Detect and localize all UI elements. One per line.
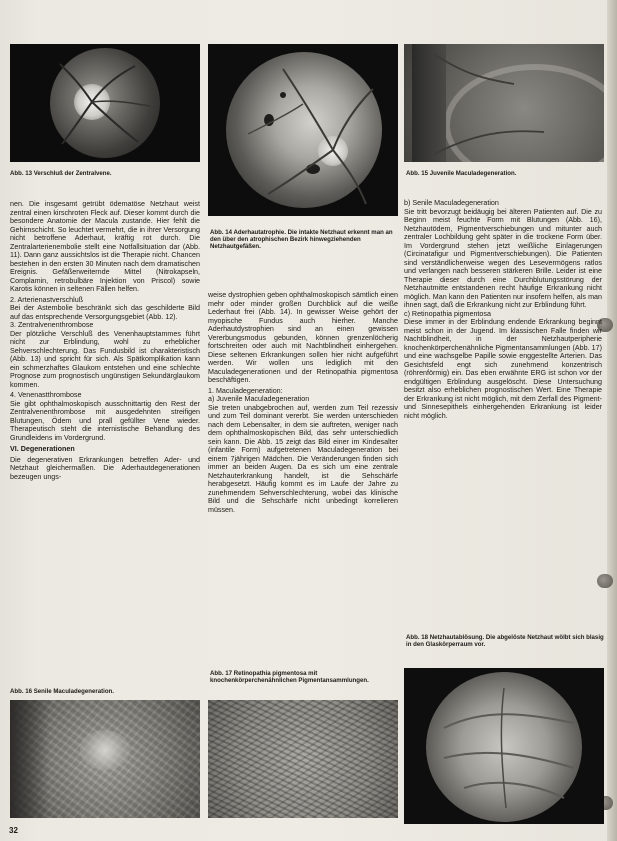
section-heading: 3. Zentralvenenthrombose xyxy=(10,321,94,329)
figure-16-caption: Abb. 16 Senile Maculadegeneration. xyxy=(10,688,114,695)
figure-17-image xyxy=(208,700,398,818)
paragraph: Sie gibt ophthalmoskopisch ausschnittartig den Rest der Zentralvenenthrombose mit ausgedehnten streifigen Blutungen, Ödem und prall gefüllter Vene wieder. Therapeutisch steht die internistische Behandlung des Grundleidens im Vordergrund. xyxy=(10,399,200,442)
subsection-heading: b) Senile Maculadegeneration xyxy=(404,199,499,207)
paragraph: Diese immer in der Erblindung endende Erkrankung beginnt meist schon in der Jugend. Im klassischen Falle finden wir Nachtblindheit, in der Netzhautperipherie knochenkörperchenähnliche Pigmentansammlungen (Abb. 17) und eine wachsgelbe Papille sowie enggestellte Arterien. Das Gesichtsfeld engt sich zunehmend konzentrisch (röhrenförmig) ein. Das eben erwähnte ERG ist schon vor der endgültigen Erblindung ausgelöscht. Diese Untersuchung besitzt also erheblichen prognostischen Wert. Eine Therapie der Erkrankung ist nicht möglich, mit dem Zerfall des Pigment- und Sinnesepithels einhergehenden Erkrankung ist leider nicht möglich. xyxy=(404,318,602,420)
text-column-3 xyxy=(404,199,602,420)
section-heading: 2. Arterienastverschluß xyxy=(10,295,84,304)
book-spine xyxy=(607,0,617,841)
figure-17-caption: Abb. 17 Retinopathia pigmentosa mit knochenkörperchenähnlichen Pigmentansammlungen. xyxy=(210,670,369,684)
paragraph: Die degenerativen Erkrankungen betreffen Ader- und Netzhaut gleichermaßen. Die Aderhautdegenerationen bezeugen ungs- xyxy=(10,455,200,481)
figure-14-image xyxy=(208,44,398,216)
paragraph: Der plötzliche Verschluß des Venenhauptstammes führt nicht zur Erblindung, wohl zu erheblicher Sehverschlechterung. Das Fundusbild ist charakteristisch (Abb. 13) und spricht für sich. Als Spätkomplikation kann ein schmerzhaftes Glaukom entstehen und eine schlechte Prognose zum prognostisch ungünstigen Sekundärglaukom kommen. xyxy=(10,329,200,389)
figure-15-image xyxy=(404,44,604,162)
section-heading: 1. Maculadegeneration: xyxy=(208,386,283,395)
figure-18-caption: Abb. 18 Netzhautablösung. Die abgelöste Netzhaut wölbt sich blasig in den Glaskörperraum vor. xyxy=(406,634,604,648)
text-column-1 xyxy=(10,200,200,481)
subsection-heading: a) Juvenile Maculadegeneration xyxy=(208,395,310,403)
subsection-heading: c) Retinopathia pigmentosa xyxy=(404,309,491,318)
chapter-heading: VI. Degenerationen xyxy=(10,445,75,453)
text-column-2 xyxy=(208,291,398,514)
page-number: 32 xyxy=(9,826,18,835)
page-tab-marker xyxy=(597,574,613,588)
paragraph: Sie treten unabgebrochen auf, werden zum Teil rezessiv und zum Teil dominant vererbt. Sie werden unterschieden nach dem Lebensalter, in dem sie auftreten, weniger nach dem ophthalmoskopischen Bild, das sehr unterschiedlich sein kann. Die Abb. 15 zeigt das Bild einer im Kindesalter (infantile Form) aufgetretenen Maculadegeneration bei einem 7jährigen Mädchen. Die Veränderungen finden sich immer an beiden Augen. Da es sich um eine zentrale Netzhauterkrankung handelt, ist die Sehschärfe herabgesetzt. Häufig kommt es im Laufe der Jahre zu zunehmendem Sehverschlechterung, wobei das klinische Bild und die Sehschärfe nicht unbedingt korrelieren müssen. xyxy=(208,403,398,514)
figure-13-image xyxy=(10,44,200,162)
figure-16-image xyxy=(10,700,200,818)
figure-18-image xyxy=(404,668,604,824)
paragraph: Bei der Astembolie beschränkt sich das geschilderte Bild auf das entsprechende Versorgungsgebiet (Abb. 12). xyxy=(10,304,200,321)
figure-13-caption: Abb. 13 Verschluß der Zentralvene. xyxy=(10,170,112,177)
paragraph: Sie tritt bevorzugt beidäugig bei älteren Patienten auf. Die zu Beginn meist feuchte Form mit Blutungen (Abb. 16), Netzhautödem, Pigmentverschiebungen und mitunter auch zentraler Lochbildung geht später in die trockene Form über. Im Vordergrund stehen jetzt weißliche Einlagerungen (Circinatafigur und Pigmentverschiebungen). Die Patienten sind verständlicherweise wegen des Lesevermögens ratlos und verlangen nach besseren stärkeren Brille. Leider ist eine Therapie dieser durch eine Durchblutungsstörung der Netzhautmitte entstandenen recht häufige Erkrankung nicht möglich. Man kann den Patienten nur insofern helfen, als man ihnen sagt, daß die Erkrankung nicht zur Erblindung führt. xyxy=(404,207,602,309)
paragraph: weise dystrophien geben ophthalmoskopisch sämtlich einen mehr oder minder großen Durchblick auf die weiße Lederhaut frei (Abb. 14). In gewisser Weise gehört der myopische Fundus auch hierher. Manche Aderhautdystrophien sind an einen gewissen Vererbungsmodus gebunden, können grenzenlöcherig fortschreiten oder auch mit Nachtblindheit einhergehen. Diese seltenen Erkrankungen sollen hier nicht aufgeführt werden. Wir wollen uns lediglich mit den Maculadegenerationen und der Retinopathia pigmentosa beschäftigen. xyxy=(208,291,398,384)
section-heading: 4. Venenastthrombose xyxy=(10,391,82,399)
paragraph: nen. Die insgesamt getrübt ödematöse Netzhaut weist zentral einen kirschroten Fleck auf. Dieser kommt durch die besondere Anatomie der Macula zustande. Hier fehlt die Gehirnschicht. So leuchtet vermehrt, die in ihrer Versorgung nicht betroffene Aderhaut, kräftig rot durch. Die Zentralarterienembolie stellt eine Notfallsituation dar (Abb. 11). Dann ganz aussichtslos ist die Therapie nicht. Chancen bestehen in den ersten 30 Minuten nach dem dramatischen Ereignis. Gefäßerweiternde Mittel (Nitrokapseln, Complamin, retrobulbäre Injektion von Priscol) sowie Karotis können in seltenen Fällen helfen. xyxy=(10,200,200,293)
figure-15-caption: Abb. 15 Juvenile Maculadegeneration. xyxy=(406,170,517,177)
figure-14-caption: Abb. 14 Aderhautatrophie. Die intakte Netzhaut erkennt man an den über den atrophischen Bezirk hinwegziehenden Netzhautgefäßen. xyxy=(210,229,393,250)
